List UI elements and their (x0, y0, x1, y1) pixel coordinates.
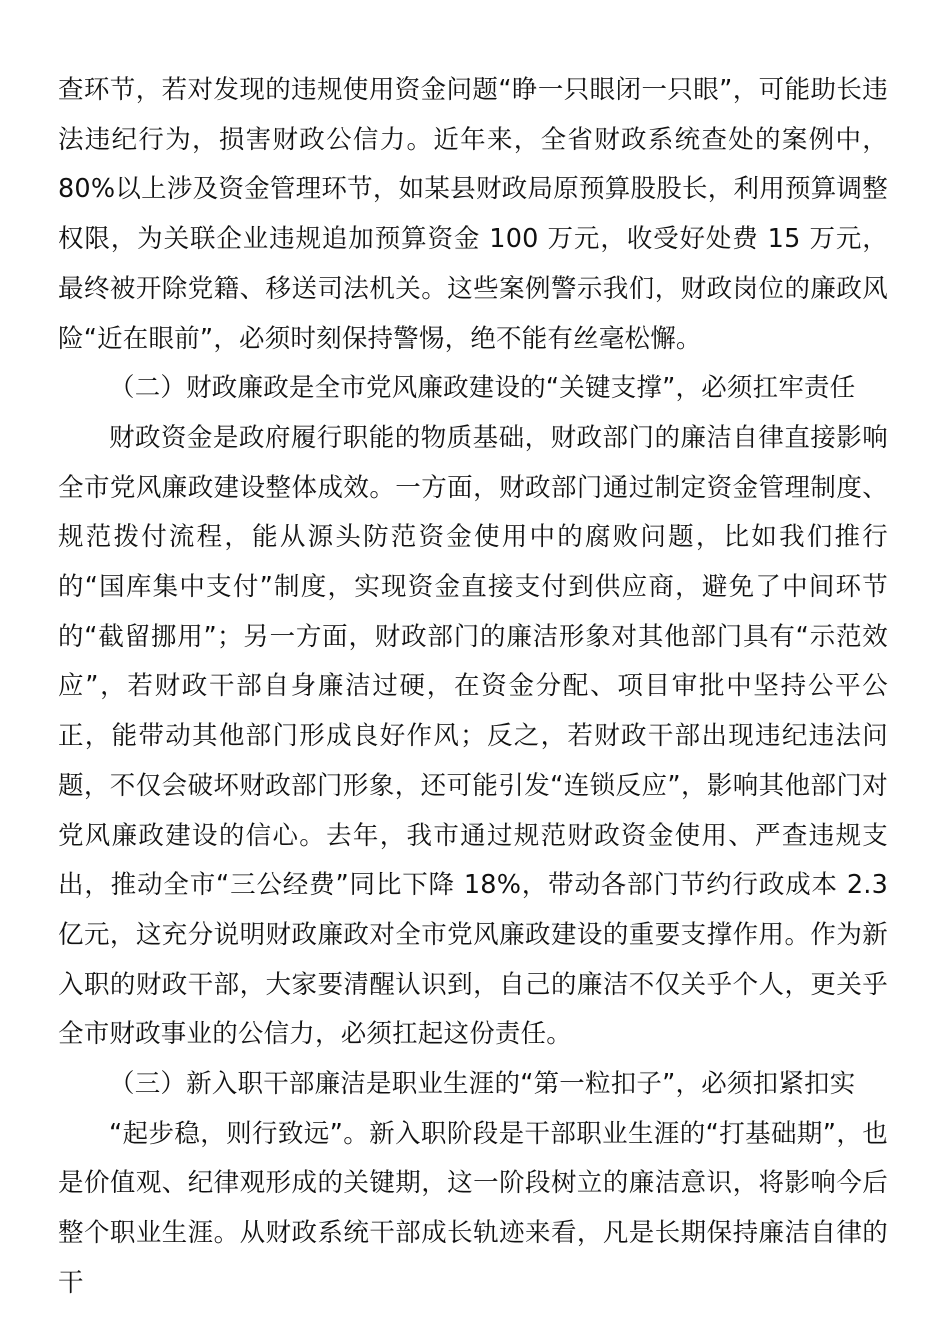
paragraph-body-1: 查环节，若对发现的违规使用资金问题“睁一只眼闭一只眼”，可能助长违法违纪行为，损害财政公信力。近年来，全省财政系统查处的案例中，80%以上涉及资金管理环节，如某县财政局原预算股股长，利用预算调整权限，为关联企业违规追加预算资金 100 万元，收受好处费 15 万元，最终被开除党籍、移送司法机关。这些案例警示我们，财政岗位的廉政风险“近在眼前”，必须时刻保持警惕，绝不能有丝毫松懈。 (58, 75, 888, 354)
section-heading-3: （三）新入职干部廉洁是职业生涯的“第一粒扣子”，必须扣紧扣实 (109, 1069, 856, 1100)
paragraph-body-3: “起步稳，则行致远”。新入职阶段是干部职业生涯的“打基础期”，也是价值观、纪律观形成的关键期，这一阶段树立的廉洁意识，将影响今后整个职业生涯。从财政系统干部成长轨迹来看，凡是长期保持廉洁自律的干 (58, 1118, 888, 1298)
section-heading-2: （二）财政廉政是全市党风廉政建设的“关键支撑”，必须扛牢责任 (109, 373, 856, 404)
document-body (58, 66, 888, 1309)
paragraph-body-2: 财政资金是政府履行职能的物质基础，财政部门的廉洁自律直接影响全市党风廉政建设整体成效。一方面，财政部门通过制定资金管理制度、规范拨付流程，能从源头防范资金使用中的腐败问题，比如我们推行的“国库集中支付”制度，实现资金直接支付到供应商，避免了中间环节的“截留挪用”；另一方面，财政部门的廉洁形象对其他部门具有“示范效应”，若财政干部自身廉洁过硬，在资金分配、项目审批中坚持公平公正，能带动其他部门形成良好作风；反之，若财政干部出现违纪违法问题，不仅会破坏财政部门形象，还可能引发“连锁反应”，影响其他部门对党风廉政建设的信心。去年，我市通过规范财政资金使用、严查违规支出，推动全市“三公经费”同比下降 18%，带动各部门节约行政成本 2.3 亿元，这充分说明财政廉政对全市党风廉政建设的重要支撑作用。作为新入职的财政干部，大家要清醒认识到，自己的廉洁不仅关乎个人，更关乎全市财政事业的公信力，必须扛起这份责任。 (58, 422, 888, 1050)
